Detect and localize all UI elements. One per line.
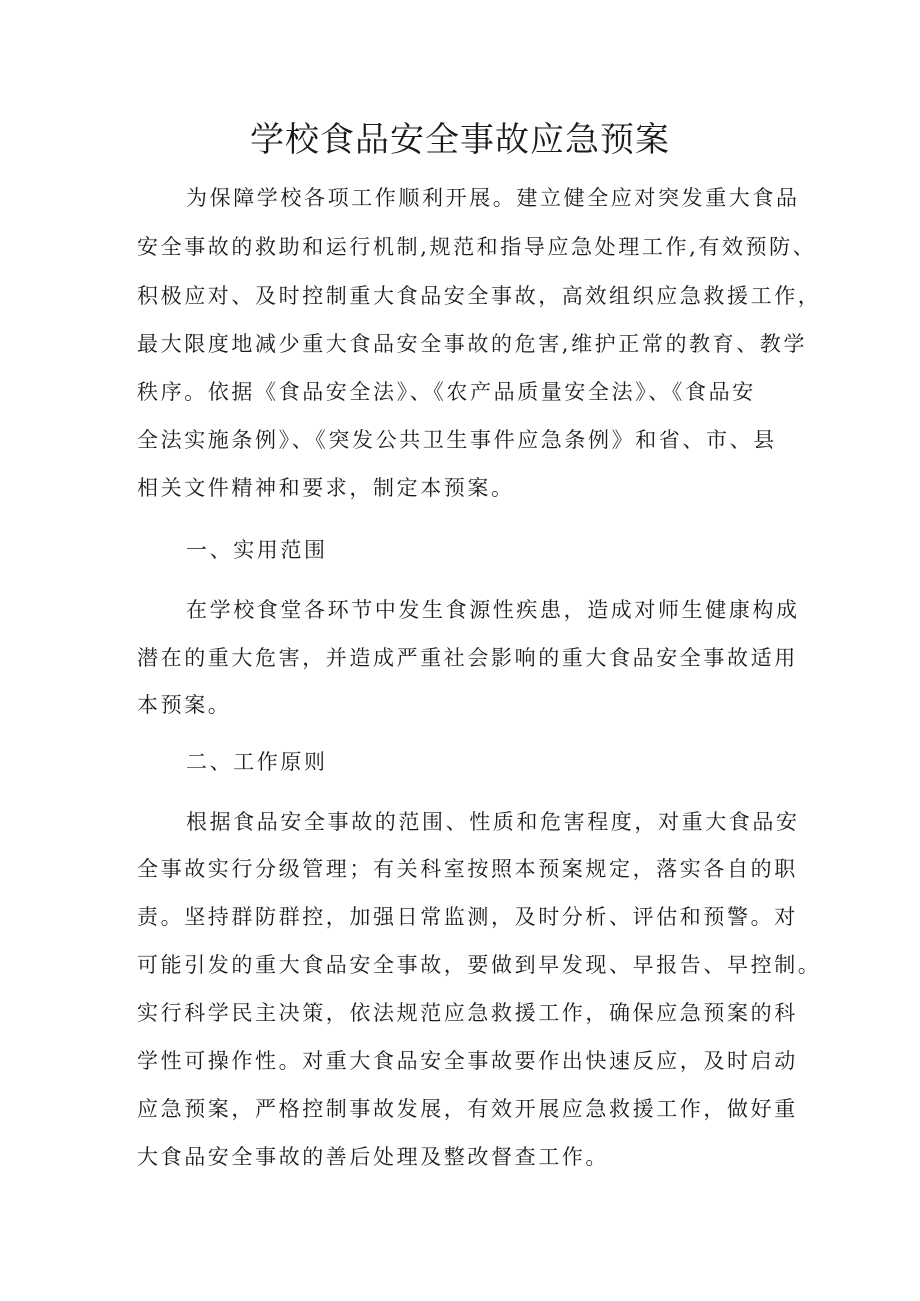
paragraph-1-line-3: 积极应对、及时控制重大食品安全事故，高效组织应急救援工作， (137, 284, 822, 308)
section-heading-1: 一、实用范围 (186, 538, 328, 562)
paragraph-2-line-3: 本预案。 (137, 693, 232, 717)
paragraph-2-line-1: 在学校食堂各环节中发生食源性疾患，造成对师生健康构成 (186, 598, 800, 622)
paragraph-3-line-6: 学性可操作性。对重大食品安全事故要作出快速反应，及时启动 (137, 1049, 798, 1073)
paragraph-3-line-2: 全事故实行分级管理；有关科室按照本预案规定，落实各自的职 (137, 857, 798, 881)
paragraph-3-line-5: 实行科学民主决策，依法规范应急救援工作，确保应急预案的科 (137, 1001, 798, 1025)
paragraph-3-line-3: 责。坚持群防群控，加强日常监测，及时分析、评估和预警。对 (137, 905, 798, 929)
paragraph-1-line-5: 秩序。依据《食品安全法》、《农产品质量安全法》、《食品安 (137, 380, 756, 404)
paragraph-3-line-7: 应急预案，严格控制事故发展，有效开展应急救援工作，做好重 (137, 1097, 798, 1121)
paragraph-1-line-4: 最大限度地减少重大食品安全事故的危害,维护正常的教育、教学 (137, 332, 808, 356)
paragraph-1-line-6: 全法实施条例》、《突发公共卫生事件应急条例》和省、市、县 (137, 428, 777, 452)
paragraph-3-line-8: 大食品安全事故的善后处理及整改督查工作。 (137, 1145, 609, 1169)
paragraph-1-line-2: 安全事故的救助和运行机制,规范和指导应急处理工作,有效预防、 (137, 235, 817, 259)
section-heading-2: 二、工作原则 (186, 750, 328, 774)
paragraph-1-line-7: 相关文件精神和要求，制定本预案。 (137, 476, 515, 500)
paragraph-1-line-1: 为保障学校各项工作顺利开展。建立健全应对突发重大食品 (186, 186, 800, 210)
paragraph-3-line-4: 可能引发的重大食品安全事故，要做到早发现、早报告、早控制。 (137, 953, 822, 977)
paragraph-3-line-1: 根据食品安全事故的范围、性质和危害程度，对重大食品安 (186, 810, 800, 834)
paragraph-2-line-2: 潜在的重大危害，并造成严重社会影响的重大食品安全事故适用 (137, 646, 798, 670)
document-title: 学校食品安全事故应急预案 (250, 120, 670, 160)
